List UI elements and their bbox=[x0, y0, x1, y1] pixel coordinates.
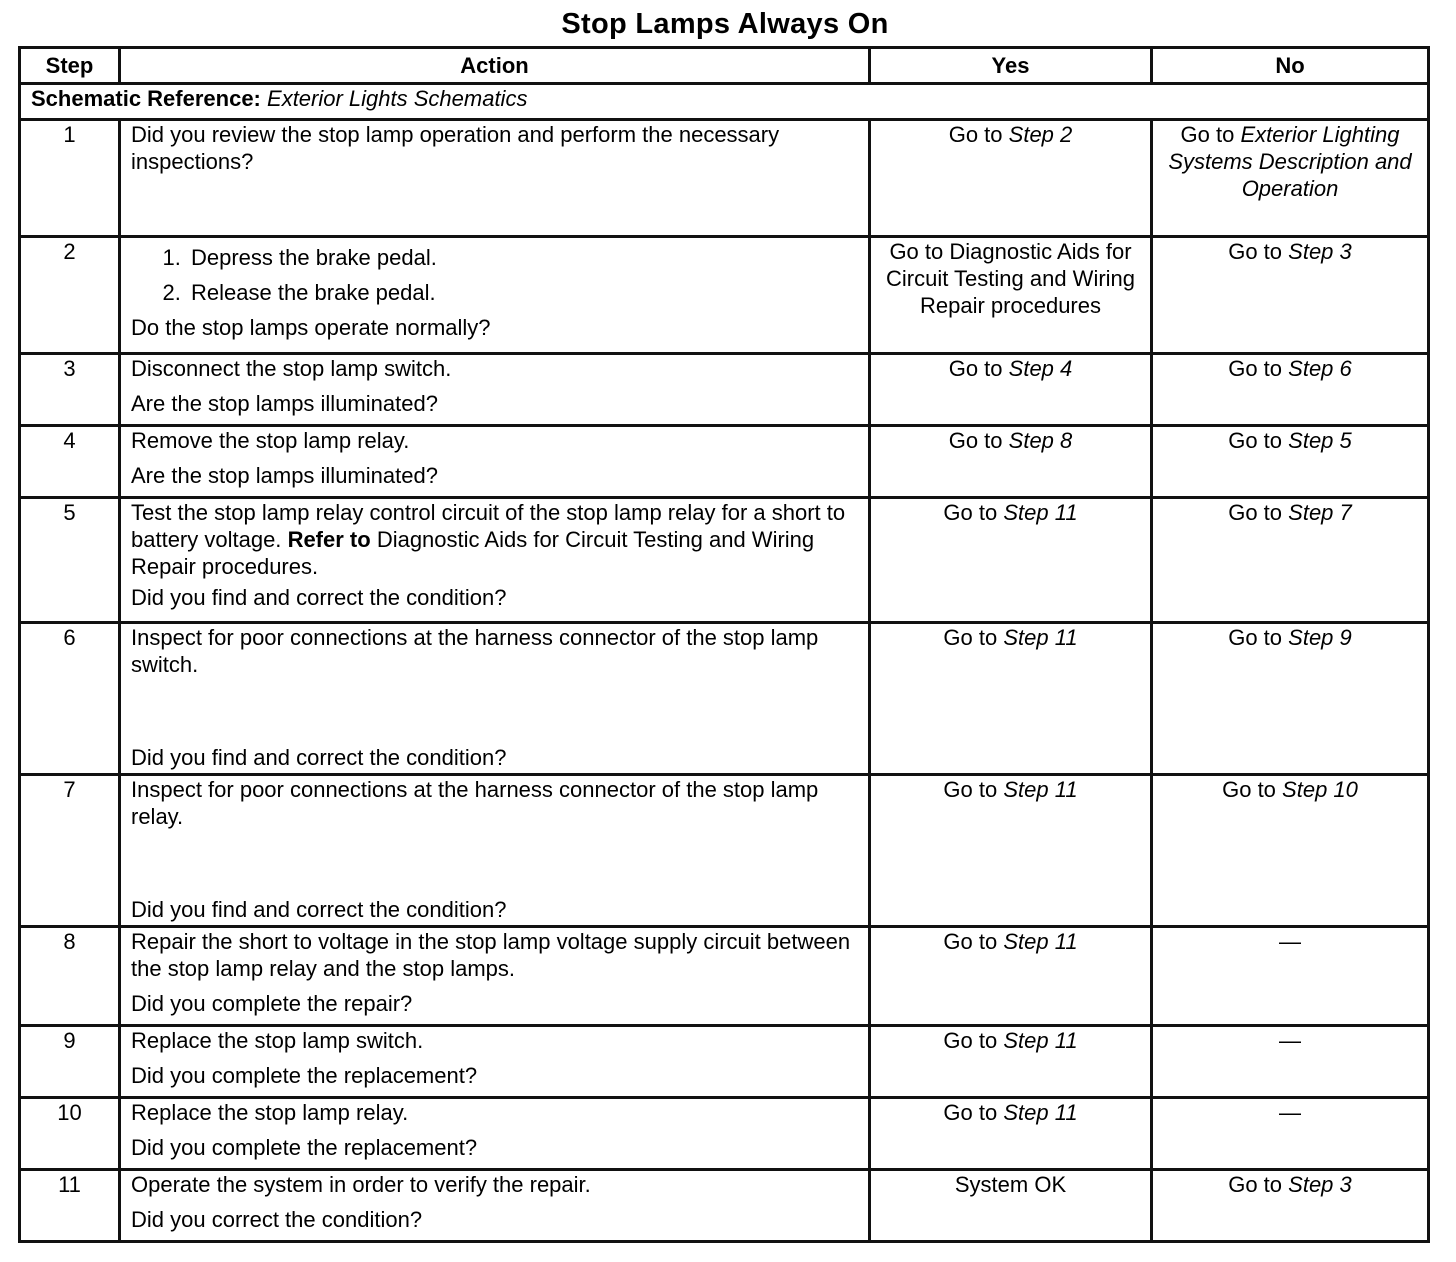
no-cell bbox=[1152, 426, 1429, 498]
yes-cell bbox=[870, 1170, 1152, 1242]
yes-step-link[interactable]: Step 11 bbox=[1003, 929, 1078, 954]
step-number: 9 bbox=[20, 1026, 120, 1098]
schematic-reference bbox=[20, 84, 1429, 120]
go-to-label: Go to bbox=[948, 428, 1003, 453]
go-to-label: Go to bbox=[1228, 356, 1283, 381]
no-cell bbox=[1152, 623, 1429, 775]
yes-cell bbox=[870, 354, 1152, 426]
go-to-label: Go to bbox=[943, 929, 998, 954]
yes-step-link[interactable]: Step 11 bbox=[1003, 1100, 1078, 1125]
action-text: Did you review the stop lamp operation and perform the necessary inspections? bbox=[131, 122, 780, 174]
header-yes: Yes bbox=[870, 48, 1152, 84]
action-cell bbox=[120, 354, 870, 426]
step-number: 3 bbox=[20, 354, 120, 426]
question-text: Did you find and correct the condition? bbox=[131, 585, 507, 610]
header-step: Step bbox=[20, 48, 120, 84]
step-number: 7 bbox=[20, 775, 120, 927]
yes-step-link[interactable]: Step 11 bbox=[1003, 1028, 1078, 1053]
action-cell bbox=[120, 1026, 870, 1098]
table-row bbox=[20, 1026, 1429, 1098]
no-dash: — bbox=[1279, 1100, 1301, 1125]
no-dash: — bbox=[1279, 1028, 1301, 1053]
table-row bbox=[20, 1098, 1429, 1170]
table-row bbox=[20, 775, 1429, 927]
no-cell bbox=[1152, 354, 1429, 426]
action-text: Replace the stop lamp switch. bbox=[131, 1028, 424, 1053]
no-step-link[interactable]: Step 10 bbox=[1282, 777, 1358, 802]
table-row bbox=[20, 1170, 1429, 1242]
action-cell bbox=[120, 927, 870, 1026]
table-row bbox=[20, 927, 1429, 1026]
yes-step-link[interactable]: Step 4 bbox=[1008, 356, 1073, 381]
yes-step-link[interactable]: Step 8 bbox=[1008, 428, 1073, 453]
action-text-a: Test the stop lamp relay control circuit of the stop lamp relay for a short to battery voltage. bbox=[131, 500, 846, 552]
step-number: 5 bbox=[20, 498, 120, 623]
action-cell bbox=[120, 120, 870, 237]
no-step-link[interactable]: Step 9 bbox=[1288, 625, 1352, 650]
question-text: Did you find and correct the condition? bbox=[131, 745, 507, 770]
header-row bbox=[20, 48, 1429, 84]
yes-text: System OK bbox=[954, 1172, 1067, 1197]
step-number: 10 bbox=[20, 1098, 120, 1170]
go-to-label: Go to bbox=[1228, 625, 1283, 650]
question-text: Are the stop lamps illuminated? bbox=[131, 463, 438, 488]
question-text: Are the stop lamps illuminated? bbox=[131, 391, 438, 416]
action-cell bbox=[120, 775, 870, 927]
no-cell bbox=[1152, 927, 1429, 1026]
yes-text[interactable]: Go to Diagnostic Aids for Circuit Testing and Wiring Repair procedures bbox=[885, 239, 1136, 318]
action-cell bbox=[120, 1170, 870, 1242]
yes-cell bbox=[870, 1098, 1152, 1170]
table-row bbox=[20, 426, 1429, 498]
go-to-label: Go to bbox=[1222, 777, 1276, 802]
action-text: Disconnect the stop lamp switch. bbox=[131, 356, 452, 381]
go-to-label: Go to bbox=[943, 500, 998, 525]
refer-link[interactable]: Diagnostic Aids for Circuit Testing and Wiring Repair procedures. bbox=[131, 527, 815, 579]
schematic-link[interactable]: Exterior Lights Schematics bbox=[267, 86, 528, 111]
sub-step-list bbox=[131, 244, 858, 306]
no-cell bbox=[1152, 120, 1429, 237]
yes-cell bbox=[870, 120, 1152, 237]
go-to-label: Go to bbox=[943, 1028, 998, 1053]
table-row bbox=[20, 354, 1429, 426]
go-to-label: Go to bbox=[1228, 239, 1283, 264]
yes-step-link[interactable]: Step 11 bbox=[1003, 777, 1078, 802]
go-to-label: Go to bbox=[943, 625, 998, 650]
schematic-row bbox=[20, 84, 1429, 120]
yes-cell bbox=[870, 927, 1152, 1026]
step-number: 6 bbox=[20, 623, 120, 775]
schematic-label: Schematic Reference: bbox=[31, 86, 261, 111]
no-step-link[interactable]: Step 5 bbox=[1288, 428, 1352, 453]
go-to-label: Go to bbox=[943, 777, 998, 802]
table-row bbox=[20, 120, 1429, 237]
go-to-label: Go to bbox=[948, 356, 1003, 381]
go-to-label: Go to bbox=[943, 1100, 998, 1125]
refer-to-label: Refer to bbox=[287, 527, 371, 552]
sub-step: 1. Depress the brake pedal. bbox=[187, 244, 858, 271]
question-text: Did you complete the repair? bbox=[131, 991, 413, 1016]
yes-cell bbox=[870, 623, 1152, 775]
yes-cell bbox=[870, 237, 1152, 354]
yes-cell bbox=[870, 775, 1152, 927]
diagnostic-table bbox=[18, 46, 1430, 1243]
no-cell bbox=[1152, 1170, 1429, 1242]
action-text: Remove the stop lamp relay. bbox=[131, 428, 410, 453]
action-text bbox=[131, 499, 858, 580]
action-text: Inspect for poor connections at the harness connector of the stop lamp relay. bbox=[131, 777, 819, 829]
no-cell bbox=[1152, 237, 1429, 354]
go-to-label: Go to bbox=[1228, 428, 1283, 453]
no-cell bbox=[1152, 1026, 1429, 1098]
action-text: Inspect for poor connections at the harness connector of the stop lamp switch. bbox=[131, 625, 819, 677]
page-title: Stop Lamps Always On bbox=[561, 8, 889, 40]
action-cell bbox=[120, 237, 870, 354]
no-step-link[interactable]: Step 3 bbox=[1288, 239, 1352, 264]
header-action: Action bbox=[120, 48, 870, 84]
yes-step-link[interactable]: Step 11 bbox=[1003, 625, 1078, 650]
action-cell bbox=[120, 498, 870, 623]
no-dash: — bbox=[1279, 929, 1301, 954]
yes-cell bbox=[870, 498, 1152, 623]
step-number: 8 bbox=[20, 927, 120, 1026]
sub-step: 2. Release the brake pedal. bbox=[187, 279, 858, 306]
action-text: Operate the system in order to verify the repair. bbox=[131, 1172, 591, 1197]
go-to-label: Go to bbox=[1180, 122, 1235, 147]
step-number: 2 bbox=[20, 237, 120, 354]
no-cell bbox=[1152, 775, 1429, 927]
step-number: 1 bbox=[20, 120, 120, 237]
table-row bbox=[20, 237, 1429, 354]
table-row bbox=[20, 498, 1429, 623]
action-text: Repair the short to voltage in the stop lamp voltage supply circuit between the stop lamp relay and the stop lamps. bbox=[131, 929, 851, 981]
no-step-link[interactable]: Step 6 bbox=[1288, 356, 1352, 381]
action-cell bbox=[120, 426, 870, 498]
yes-step-link[interactable]: Step 11 bbox=[1003, 500, 1078, 525]
no-step-link[interactable]: Step 3 bbox=[1288, 1172, 1352, 1197]
no-link[interactable]: Exterior Lighting Systems Description and Operation bbox=[1168, 122, 1412, 201]
question-text: Did you correct the condition? bbox=[131, 1207, 423, 1232]
action-cell bbox=[120, 623, 870, 775]
question-text: Did you complete the replacement? bbox=[131, 1135, 478, 1160]
step-number: 4 bbox=[20, 426, 120, 498]
yes-step-link[interactable]: Step 2 bbox=[1008, 122, 1073, 147]
go-to-label: Go to bbox=[1228, 500, 1283, 525]
action-cell bbox=[120, 1098, 870, 1170]
question-text: Did you complete the replacement? bbox=[131, 1063, 478, 1088]
yes-cell bbox=[870, 426, 1152, 498]
no-cell bbox=[1152, 1098, 1429, 1170]
question-text: Did you find and correct the condition? bbox=[131, 897, 507, 922]
go-to-label: Go to bbox=[1228, 1172, 1283, 1197]
no-step-link[interactable]: Step 7 bbox=[1288, 500, 1352, 525]
step-number: 11 bbox=[20, 1170, 120, 1242]
question-text: Do the stop lamps operate normally? bbox=[131, 315, 491, 340]
table-row bbox=[20, 623, 1429, 775]
header-no: No bbox=[1152, 48, 1429, 84]
no-cell bbox=[1152, 498, 1429, 623]
yes-cell bbox=[870, 1026, 1152, 1098]
go-to-label: Go to bbox=[948, 122, 1003, 147]
action-text: Replace the stop lamp relay. bbox=[131, 1100, 409, 1125]
